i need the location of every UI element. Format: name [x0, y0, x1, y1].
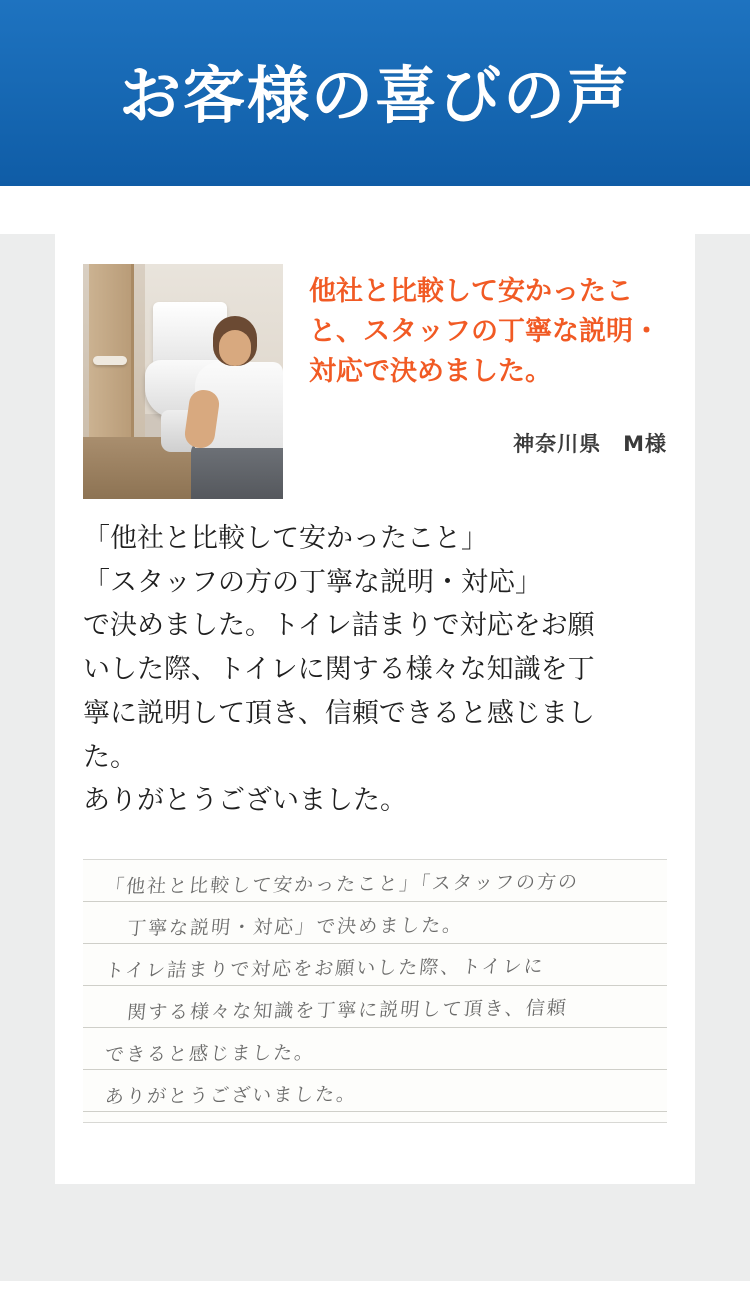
testimonial-card-wrapper	[55, 234, 695, 1184]
testimonial-body	[83, 517, 667, 823]
customer-photo	[83, 264, 283, 499]
photo-person-legs	[191, 442, 283, 499]
testimonial-attribution: 神奈川県 M様	[513, 431, 667, 456]
photo-person-face	[219, 330, 251, 366]
letter-line: できると感じました。	[103, 1041, 317, 1067]
testimonial-body-line: 「スタッフの方の丁寧な説明・対応」	[83, 566, 542, 598]
testimonial-body-line: 寧に説明して頂き、信頼できると感じまし	[83, 697, 595, 729]
testimonial-body-line: いした際、トイレに関する様々な知識を丁	[83, 654, 595, 686]
letter-line: 関する様々な知識を丁寧に説明して頂き、信頼	[125, 997, 569, 1024]
letter-text-block	[83, 860, 667, 1122]
testimonial-body-line: た。	[83, 741, 137, 773]
content-area	[0, 234, 750, 1313]
testimonial-body-line: ありがとうございました。	[83, 785, 407, 817]
testimonial-body-line: 「他社と比較して安かったこと」	[83, 523, 488, 554]
testimonial-top-row	[83, 264, 667, 499]
page-header	[0, 0, 750, 186]
handwritten-letter-scan	[83, 859, 667, 1123]
photo-handrail	[93, 356, 127, 365]
footer-strip	[0, 1281, 750, 1313]
testimonial-card	[55, 234, 695, 1184]
testimonial-headline: 他社と比較して安かったこと、スタッフの丁寧な説明・対応で決めました。	[309, 276, 660, 387]
letter-line: 丁寧な説明・対応」で決めました。	[125, 914, 465, 940]
letter-line: ありがとうございました。	[103, 1083, 359, 1109]
testimonial-headline-block	[309, 264, 667, 458]
letter-line: トイレ詰まりで対応をお願いした際、トイレに	[103, 955, 546, 983]
testimonial-body-line: で決めました。トイレ詰まりで対応をお願	[83, 610, 595, 642]
letter-line: 「他社と比較して安かったこと」「スタッフの方の	[103, 871, 581, 899]
page-title: お客様の喜びの声	[118, 58, 631, 132]
